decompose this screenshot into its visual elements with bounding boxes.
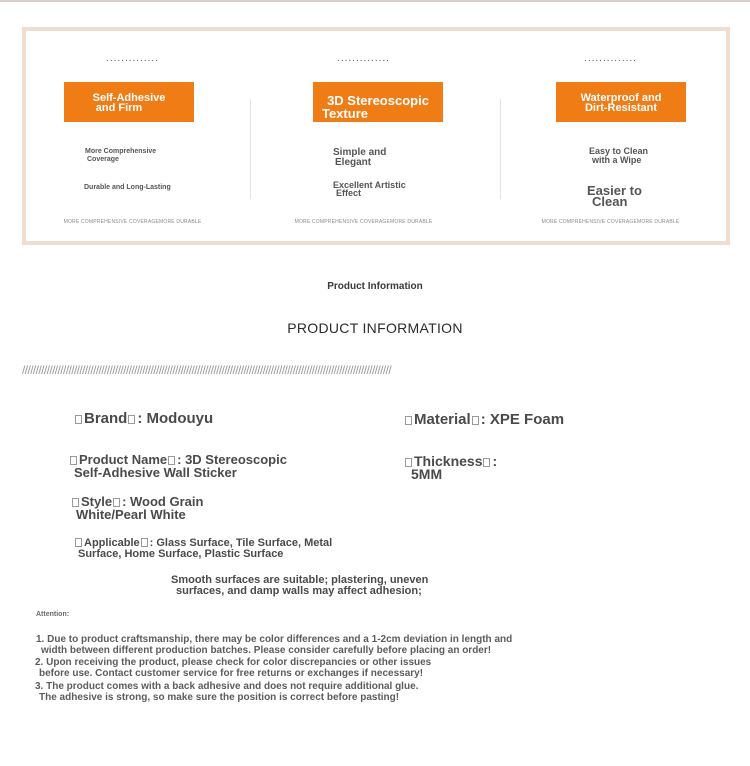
spec-material: Material : XPE Foam xyxy=(404,413,564,426)
dots-decoration: .............. xyxy=(584,53,637,64)
bracket-icon xyxy=(405,416,412,425)
feature-footer: MORE COMPREHENSIVE COVERAGEMORE DURABLE xyxy=(541,219,680,225)
bracket-icon xyxy=(483,458,490,467)
product-info-title: Product Information xyxy=(327,281,423,292)
feature-text: Simple and Elegant xyxy=(333,147,387,168)
badge-line: and Firm xyxy=(95,102,143,114)
badge-line: Waterproof and xyxy=(580,92,662,104)
dots-decoration: .............. xyxy=(337,53,390,64)
slash-divider: /////////////////////////////////////////////////////////////////////////////////////////////////////////////////////////////////////// xyxy=(22,363,392,377)
spec-thickness: Thickness : 5MM xyxy=(404,455,497,481)
spec-product-name: Product Name : 3D Stereoscopic Self-Adhesive Wall Sticker xyxy=(69,453,287,479)
product-info-heading: PRODUCT INFORMATION xyxy=(287,320,463,336)
feature-footer: MORE COMPREHENSIVE COVERAGEMORE DURABLE xyxy=(63,219,202,225)
feature-text: Durable and Long-Lasting xyxy=(84,184,171,191)
badge-line: Dirt-Resistant xyxy=(584,102,658,114)
bracket-icon xyxy=(75,538,82,547)
badge-line: 3D Stereoscopic xyxy=(327,93,429,108)
feature-text: Excellent Artistic Effect xyxy=(333,180,406,198)
spec-style: Style : Wood Grain White/Pearl White xyxy=(71,495,203,521)
feature-text: Easy to Clean with a Wipe xyxy=(589,146,649,165)
feature-badge xyxy=(64,82,194,122)
attention-item-3: 3. The product comes with a back adhesive and does not require additional glue. The adhesive is strong, so make sure the position is correct before pasting! xyxy=(35,681,419,703)
feature-column-adhesive xyxy=(26,31,259,241)
bracket-icon xyxy=(113,498,120,507)
surface-note: Smooth surfaces are suitable; plastering, uneven surfaces, and damp walls may affect adhesion; xyxy=(171,574,429,597)
spec-brand: Brand : Modouyu xyxy=(74,412,213,425)
feature-text: More Comprehensive Coverage xyxy=(85,148,157,163)
top-divider xyxy=(0,0,750,2)
bracket-icon xyxy=(72,498,79,507)
bracket-icon xyxy=(141,538,148,547)
bracket-icon xyxy=(75,415,82,424)
feature-column-waterproof xyxy=(503,31,736,241)
bracket-icon xyxy=(70,456,77,465)
features-panel xyxy=(22,27,730,245)
spec-applicable: Applicable : Glass Surface, Tile Surface, Metal Surface, Home Surface, Plastic Surface xyxy=(74,538,332,560)
bracket-icon xyxy=(472,416,479,425)
feature-column-texture xyxy=(263,31,496,241)
feature-footer: MORE COMPREHENSIVE COVERAGEMORE DURABLE xyxy=(294,219,433,225)
feature-text: Easier to Clean xyxy=(587,183,642,209)
badge-line: Self-Adhesive xyxy=(92,92,166,104)
attention-title: Attention: xyxy=(36,611,70,618)
bracket-icon xyxy=(128,415,135,424)
column-divider xyxy=(250,99,251,199)
attention-item-2: 2. Upon receiving the product, please check for color discrepancies or other issues before use. Contact customer service for free returns or exchanges if necessary! xyxy=(35,657,432,679)
bracket-icon xyxy=(168,456,175,465)
column-divider xyxy=(500,99,501,199)
feature-badge xyxy=(556,82,686,122)
dots-decoration: .............. xyxy=(106,53,159,64)
attention-item-1: 1. Due to product craftsmanship, there may be color differences and a 1-2cm deviation in length and width between different production batches. Please consider carefully before placing an order! xyxy=(36,634,513,656)
feature-badge xyxy=(313,82,443,122)
badge-line: Texture xyxy=(322,106,368,121)
